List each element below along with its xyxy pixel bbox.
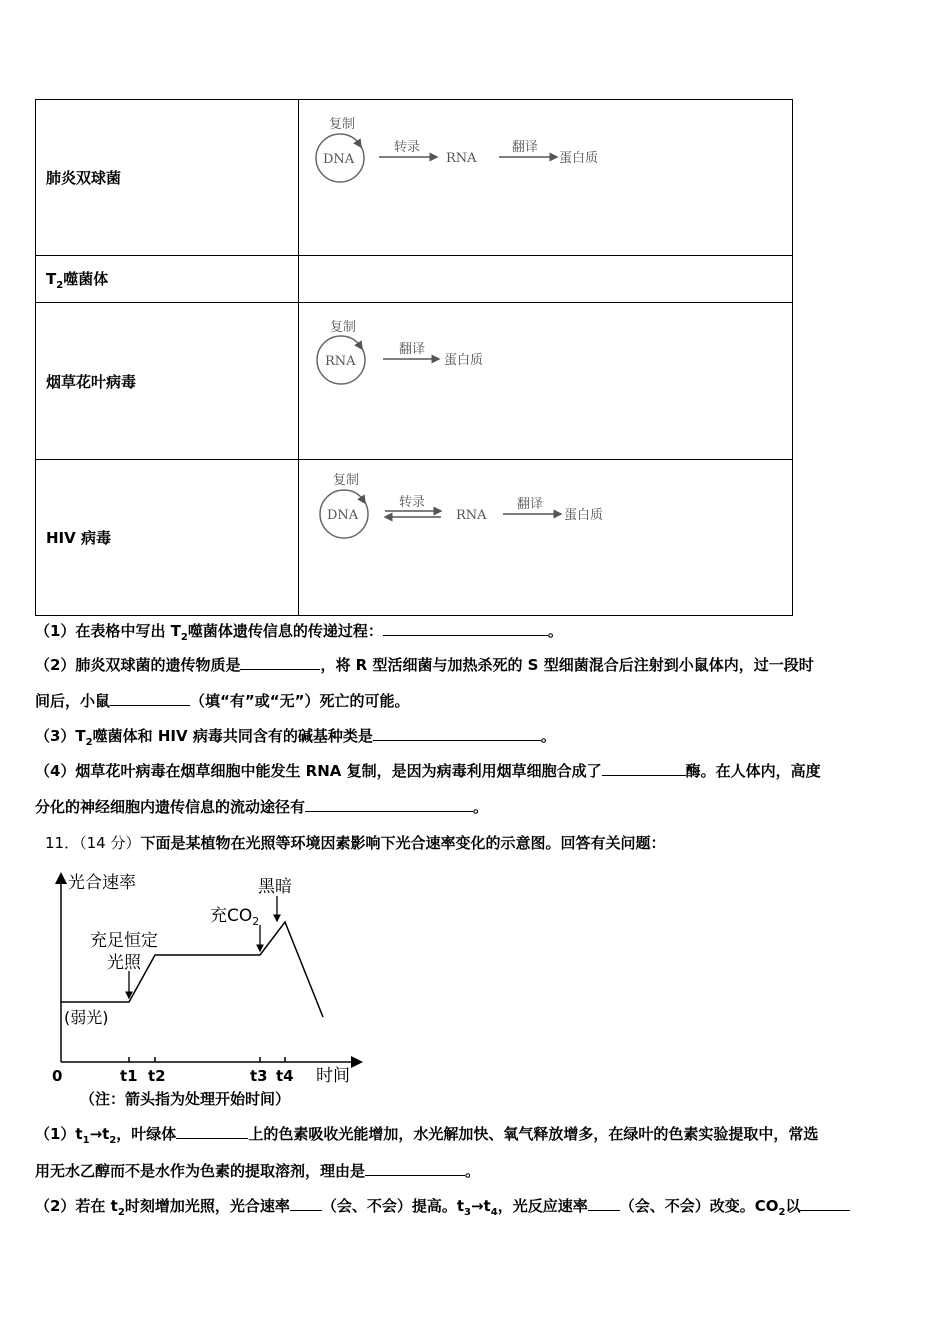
loop-label: 复制: [330, 320, 357, 335]
tmv-flow-diagram: [299, 303, 804, 460]
origin-label: 0: [52, 1067, 63, 1085]
question-1: （1）在表格中写出 $T_2$噬菌体遗传信息的传递过程： 。: [35, 622, 563, 643]
answer-blank[interactable]: [305, 797, 473, 812]
dark-label: 黑暗: [258, 877, 292, 897]
mid-label: RNA: [446, 151, 477, 166]
answer-blank[interactable]: [383, 621, 548, 636]
end-label: 蛋白质: [564, 508, 604, 523]
circle-label: RNA: [325, 354, 356, 369]
circle-label: DNA: [327, 508, 359, 523]
diagram-cell: [299, 460, 793, 616]
organism-cell: 烟草花叶病毒: [36, 303, 299, 460]
table-row: [36, 303, 793, 460]
diagram-cell: [299, 100, 793, 256]
genetic-info-table: [35, 99, 793, 616]
answer-blank[interactable]: [800, 1196, 850, 1211]
pneumococcus-flow-diagram: [299, 100, 804, 256]
question-3: $(3)T_2$噬菌体和 HIV 病毒共同含有的碱基种类是 。: [35, 727, 556, 748]
step1-label: 转录: [394, 140, 421, 155]
table-row: [36, 100, 793, 256]
full-light-label-2: 光照: [107, 953, 141, 973]
step1-label: 转录: [399, 495, 426, 510]
answer-blank[interactable]: [373, 726, 541, 741]
circle-label: DNA: [323, 152, 355, 167]
end-label: 蛋白质: [559, 151, 599, 166]
loop-label: 复制: [329, 117, 356, 132]
answer-blank[interactable]: [602, 761, 686, 776]
end-label: 蛋白质: [444, 353, 484, 368]
organism-cell: HIV 病毒: [36, 460, 299, 616]
question-4: （4）烟草花叶病毒在烟草细胞中能发生 RNA 复制，是因为病毒利用烟草细胞合成了 酶。在人体内，高度: [35, 762, 821, 780]
question-2: （2）肺炎双球菌的遗传物质是 ，将 R 型活细菌与加热杀死的 S 型细菌混合后注射到小鼠体内，过一段时: [35, 656, 814, 674]
organism-cell: 肺炎双球菌: [36, 100, 299, 256]
tick-label-t3: t3: [250, 1067, 268, 1085]
diagram-cell: [299, 303, 793, 460]
x-axis-label: 时间: [316, 1066, 350, 1086]
question-11-stem: 11．（14 分）下面是某植物在光照等环境因素影响下光合速率变化的示意图。回答有关问题：: [45, 834, 666, 852]
answer-blank[interactable]: [240, 655, 320, 670]
photosynthesis-rate-chart: [40, 865, 370, 1115]
answer-cell-empty[interactable]: [299, 256, 793, 303]
chart-note: （注：箭头指为处理开始时间）: [80, 1090, 291, 1108]
tick-label-t1: t1: [120, 1067, 138, 1085]
answer-blank[interactable]: [290, 1196, 322, 1211]
question-2-cont: 间后，小鼠 （填“有”或“无”）死亡的可能。: [35, 692, 410, 710]
loop-label: 复制: [333, 473, 360, 488]
answer-blank[interactable]: [176, 1124, 248, 1139]
hiv-flow-diagram: [299, 460, 804, 616]
step1-label: 翻译: [399, 342, 426, 357]
full-light-label-1: 充足恒定: [90, 931, 158, 951]
mid-label: RNA: [456, 508, 487, 523]
answer-blank[interactable]: [588, 1196, 620, 1211]
question-11-2: （2）若在 $t_2$时刻增加光照，光合速率 （会、不会）提高。$t_3\to t_4$，光反应速率 （会、不会）改变。$CO_2$以: [35, 1196, 915, 1223]
step2-label: 翻译: [512, 140, 539, 155]
answer-blank[interactable]: [110, 691, 190, 706]
table-row: [36, 460, 793, 616]
table-row: [36, 256, 793, 303]
weak-light-label: (弱光): [64, 1008, 109, 1027]
organism-cell: $T_2$噬菌体: [36, 256, 299, 303]
co2-label: 充$CO_2$: [210, 906, 260, 928]
question-4-cont: 分化的神经细胞内遗传信息的流动途径有 。: [35, 798, 489, 816]
step2-label: 翻译: [517, 497, 544, 512]
tick-label-t4: t4: [276, 1067, 294, 1085]
tick-label-t2: t2: [148, 1067, 166, 1085]
y-axis-label: 光合速率: [68, 873, 136, 893]
question-11-1: $(1)t_1\to t_2$，叶绿体 上的色素吸收光能增加，水光解加快、氧气释放增多，在绿叶的色素实验提取中，常选: [35, 1125, 819, 1146]
answer-blank[interactable]: [365, 1161, 465, 1176]
question-11-1-cont: 用无水乙醇而不是水作为色素的提取溶剂，理由是 。: [35, 1162, 481, 1180]
